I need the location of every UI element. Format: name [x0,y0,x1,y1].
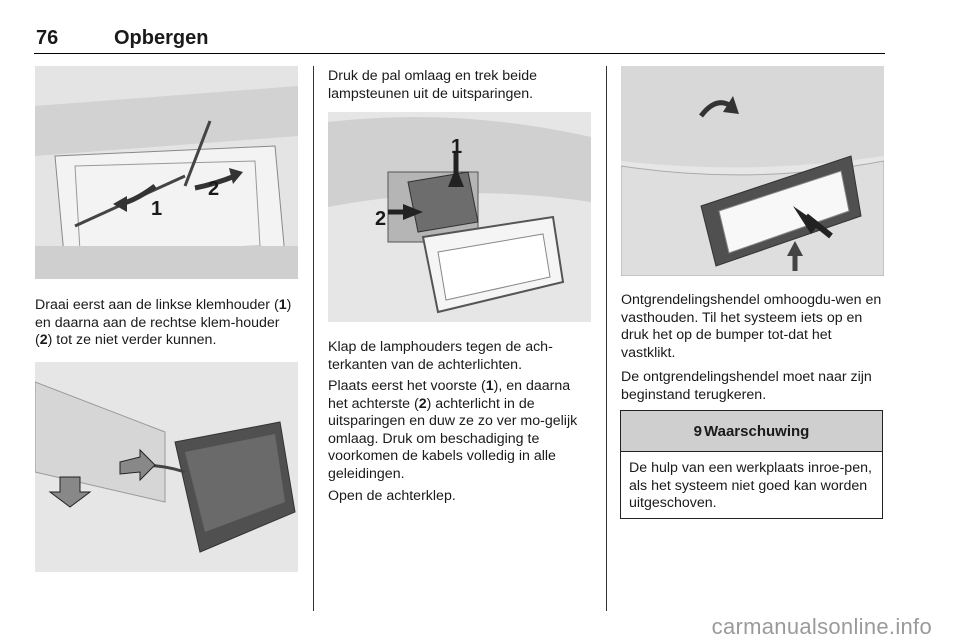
instruction-press-latch: Druk de pal omlaag en trek beide lampsteunen uit de uitsparingen. [328,68,537,102]
instruction-rotate-clamps: Draai eerst aan de linkse klemhouder (1) en daarna aan de rechtse klem-houder (2) tot ze niet verder kunnen. [35,297,292,348]
warning-header [621,411,882,452]
warning-box [620,410,883,519]
illustration-lamp-carrier [35,362,298,572]
instruction-fold-lamp-holders: Klap de lamphouders tegen de ach-terkanten van de achterlichten. [328,339,553,373]
header-rule [34,53,885,54]
illustration-clamp-holders [35,66,298,279]
column-divider-left [313,66,314,611]
warning-text: De hulp van een werkplaats inroe-pen, als het systeem niet goed kan worden uitgeschoven. [629,460,872,511]
callout-2: 2 [208,178,220,200]
instruction-place-taillights: Plaats eerst het voorste (1), en daarna het achterste (2) achterlicht in de uitsparingen en duw ze zo ver mo-gelijk omlaag. Druk om beschadiging te voorkomen de kabels volledig in alle geleidingen. [328,378,578,482]
illustration-bumper-mount [621,66,884,276]
callout-1: 1 [451,136,463,158]
warning-title: Waarschuwing [704,422,810,440]
instruction-lever-returns: De ontgrendelingshendel moet naar zijn beginstand terugkeren. [621,369,872,403]
page-title: Opbergen [114,27,209,49]
watermark: carmanualsonline.info [711,614,932,639]
instruction-open-tailgate: Open de achterklep. [328,488,456,504]
warning-triangle-icon: 9 [693,422,703,440]
callout-1: 1 [151,198,163,220]
page-number: 76 [36,27,59,49]
column-divider-right [606,66,607,611]
instruction-push-release-lever: Ontgrendelingshendel omhoogdu-wen en vasthouden. Til het systeem iets op en druk het op de bumper tot-dat het vastklikt. [621,292,882,361]
callout-2: 2 [375,208,387,230]
